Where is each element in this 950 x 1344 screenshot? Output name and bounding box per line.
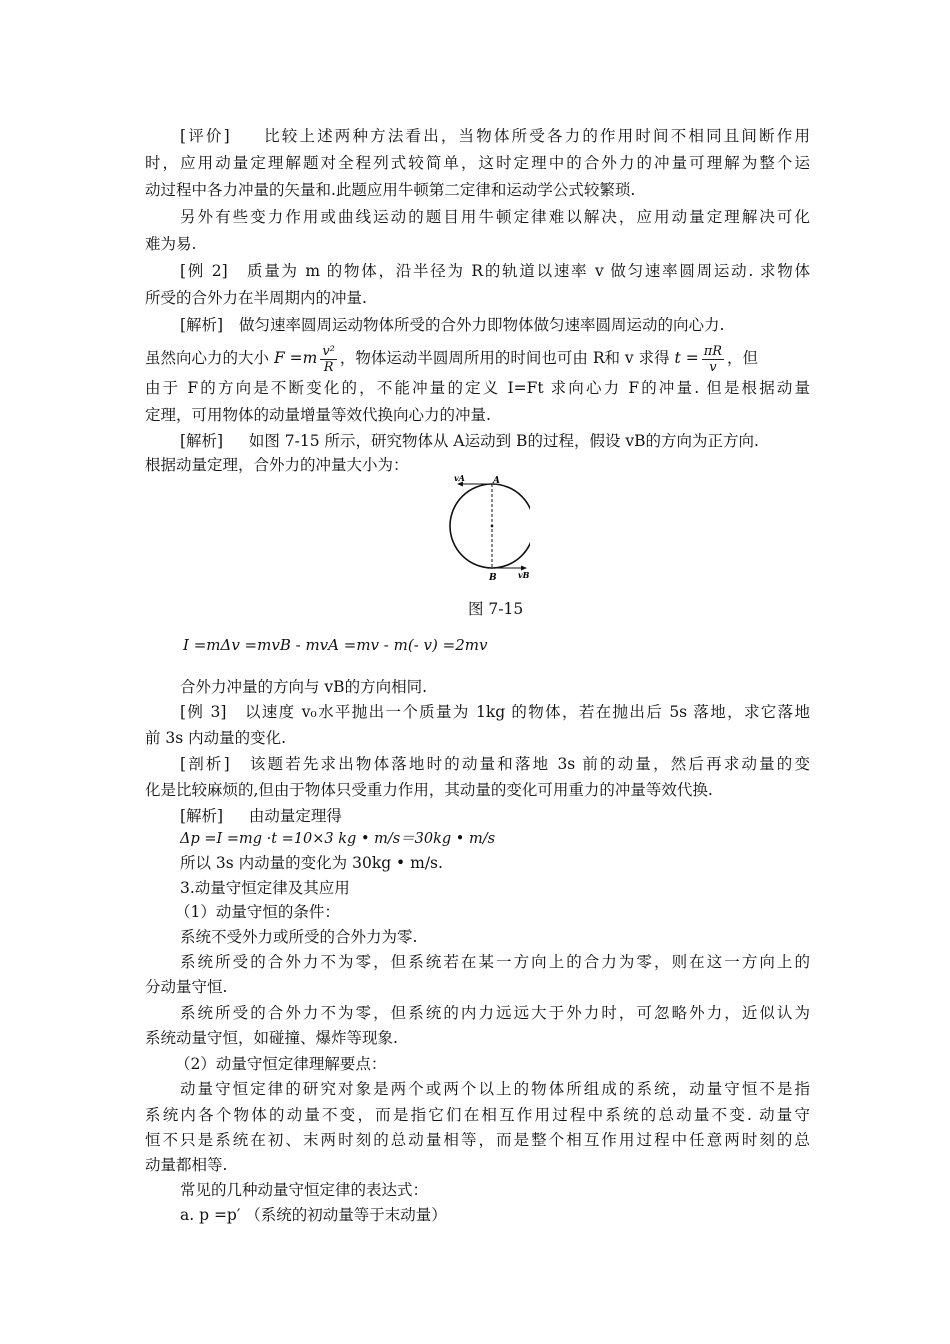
fraction-numerator: v² xyxy=(322,343,335,359)
section-tag: [解析] xyxy=(180,432,224,450)
momentum-equation: Δp =I =mg ·t =10×3 kg • m/s＝30kg • m/s xyxy=(180,831,496,847)
impulse-equation: I =mΔv =mvB - mvA =mv - m(- v) =2mv xyxy=(183,636,488,654)
paragraph-line: 动量守恒定律的研究对象是两个或两个以上的物体所组成的系统，动量守恒不是指 xyxy=(180,1080,810,1098)
paragraph-line: 恒不只是系统在初、末两时刻的总动量相等，而是整个相互作用过程中任意两时刻的总 xyxy=(145,1131,810,1149)
formula-fraction xyxy=(320,344,337,375)
label-vb: vB xyxy=(518,570,530,580)
paragraph-line xyxy=(180,430,810,452)
text-span: 由动量定理得 xyxy=(248,807,342,825)
paragraph-line: 常见的几种动量守恒定律的表达式： xyxy=(180,1181,429,1199)
label-b: B xyxy=(489,573,497,583)
paragraph-line: 动量都相等. xyxy=(145,1156,228,1174)
paragraph-line: 系统内各个物体的动量不变，而是指它们在相互作用过程中系统的总动量不变. 动量守 xyxy=(145,1106,810,1124)
paragraph-line-with-formulas xyxy=(145,341,810,375)
paragraph-line: 合外力冲量的方向与 vB的方向相同. xyxy=(180,678,428,696)
subsection-heading: （2）动量守恒定律理解要点： xyxy=(175,1055,387,1073)
text-span: 虽然向心力的大小 xyxy=(145,349,270,367)
text-span: 该题若先求出物体落地时的动量和落地 3s 前的动量，然后再求动量的变 xyxy=(249,755,810,773)
center-dot xyxy=(491,525,494,528)
paragraph-line: a. p =p′ （系统的初动量等于末动量） xyxy=(180,1206,447,1224)
fraction-denominator: R xyxy=(323,359,334,375)
paragraph-line: 由于 F的方向是不断变化的，不能冲量的定义 I=Ft 求向心力 F的冲量. 但是根据动量 xyxy=(145,379,810,397)
paragraph-line: 另外有些变力作用或曲线运动的题目用牛顿定律难以解决，应用动量定理解决可化 xyxy=(180,208,810,226)
section-tag: [例 2] xyxy=(180,262,228,280)
label-a: A xyxy=(493,476,500,486)
paragraph-line: 动过程中各力冲量的矢量和.此题应用牛顿第二定律和运动学公式较繁琐. xyxy=(145,181,636,199)
paragraph-line: 系统所受的合外力不为零，但系统若在某一方向上的合力为零，则在这一方向上的 xyxy=(180,953,810,971)
fraction-denominator: v xyxy=(709,359,717,375)
paragraph-line: 前 3s 内动量的变化. xyxy=(145,729,287,747)
text-span: 比较上述两种方法看出，当物体所受各力的作用时间不相同且间断作用 xyxy=(264,127,810,145)
paragraph-line: 所受的合外力在半周期内的冲量. xyxy=(145,289,367,307)
paragraph-line: 根据动量定理，合外力的冲量大小为： xyxy=(145,456,409,474)
text-span: 如图 7-15 所示，研究物体从 A运动到 B的过程，假设 vB的方向为正方向. xyxy=(248,432,759,450)
text-span: 以速度 v₀水平抛出一个质量为 1kg 的物体，若在抛出后 5s 落地，求它落地 xyxy=(244,703,810,721)
paragraph-line: 难为易. xyxy=(145,235,197,253)
label-va: vA xyxy=(454,473,465,483)
text-span: ，但 xyxy=(727,349,759,367)
paragraph-line: 系统所受的合外力不为零，但系统的内力远远大于外力时，可忽略外力，近似认为 xyxy=(180,1004,810,1022)
formula-fraction xyxy=(702,344,724,375)
paragraph-line: 时，应用动量定理解题对全程列式较简单，这时定理中的合外力的冲量可理解为整个运 xyxy=(145,154,810,172)
paragraph-line: 化是比较麻烦的,但由于物体只受重力作用，其动量的变化可用重力的冲量等效代换. xyxy=(145,781,713,799)
text-span: 质量为 m 的物体，沿半径为 R的轨道以速率 v 做匀速率圆周运动. 求物体 xyxy=(246,262,810,280)
paragraph-line: 系统动量守恒，如碰撞、爆炸等现象. xyxy=(145,1029,398,1047)
text-span: 做匀速率圆周运动物体所受的合外力即物体做匀速率圆周运动的向心力. xyxy=(238,316,725,334)
section-tag: [解析] xyxy=(180,316,224,334)
paragraph-line: 所以 3s 内动量的变化为 30kg • m/s. xyxy=(180,854,443,872)
section-tag: [评价] xyxy=(180,127,230,145)
circle-motion-figure xyxy=(430,472,530,592)
section-tag: [剖析] xyxy=(180,755,230,773)
fraction-numerator: πR xyxy=(703,343,723,359)
paragraph-line xyxy=(180,314,810,336)
paragraph-line xyxy=(180,260,810,282)
text-span: ，物体运动半圆周所用的时间也可由 R和 v 求得 xyxy=(339,349,670,367)
paragraph-line xyxy=(180,125,810,147)
paragraph-line xyxy=(180,701,810,723)
paragraph-line xyxy=(180,753,810,775)
formula-f-lhs: F =m xyxy=(273,349,318,367)
figure-caption: 图 7-15 xyxy=(468,600,524,618)
section-heading: 3.动量守恒定律及其应用 xyxy=(180,879,350,897)
orbit-circle xyxy=(450,484,530,568)
section-tag: [例 3] xyxy=(180,703,227,721)
formula-t-lhs: t = xyxy=(674,349,699,367)
paragraph-line xyxy=(180,805,810,827)
paragraph-line: 分动量守恒. xyxy=(145,978,228,996)
paragraph-line: 定理，可用物体的动量增量等效代换向心力的冲量. xyxy=(145,406,491,424)
section-tag: [解析] xyxy=(180,807,224,825)
subsection-heading: （1）动量守恒的条件： xyxy=(175,903,340,921)
paragraph-line: 系统不受外力或所受的合外力为零. xyxy=(180,928,418,946)
